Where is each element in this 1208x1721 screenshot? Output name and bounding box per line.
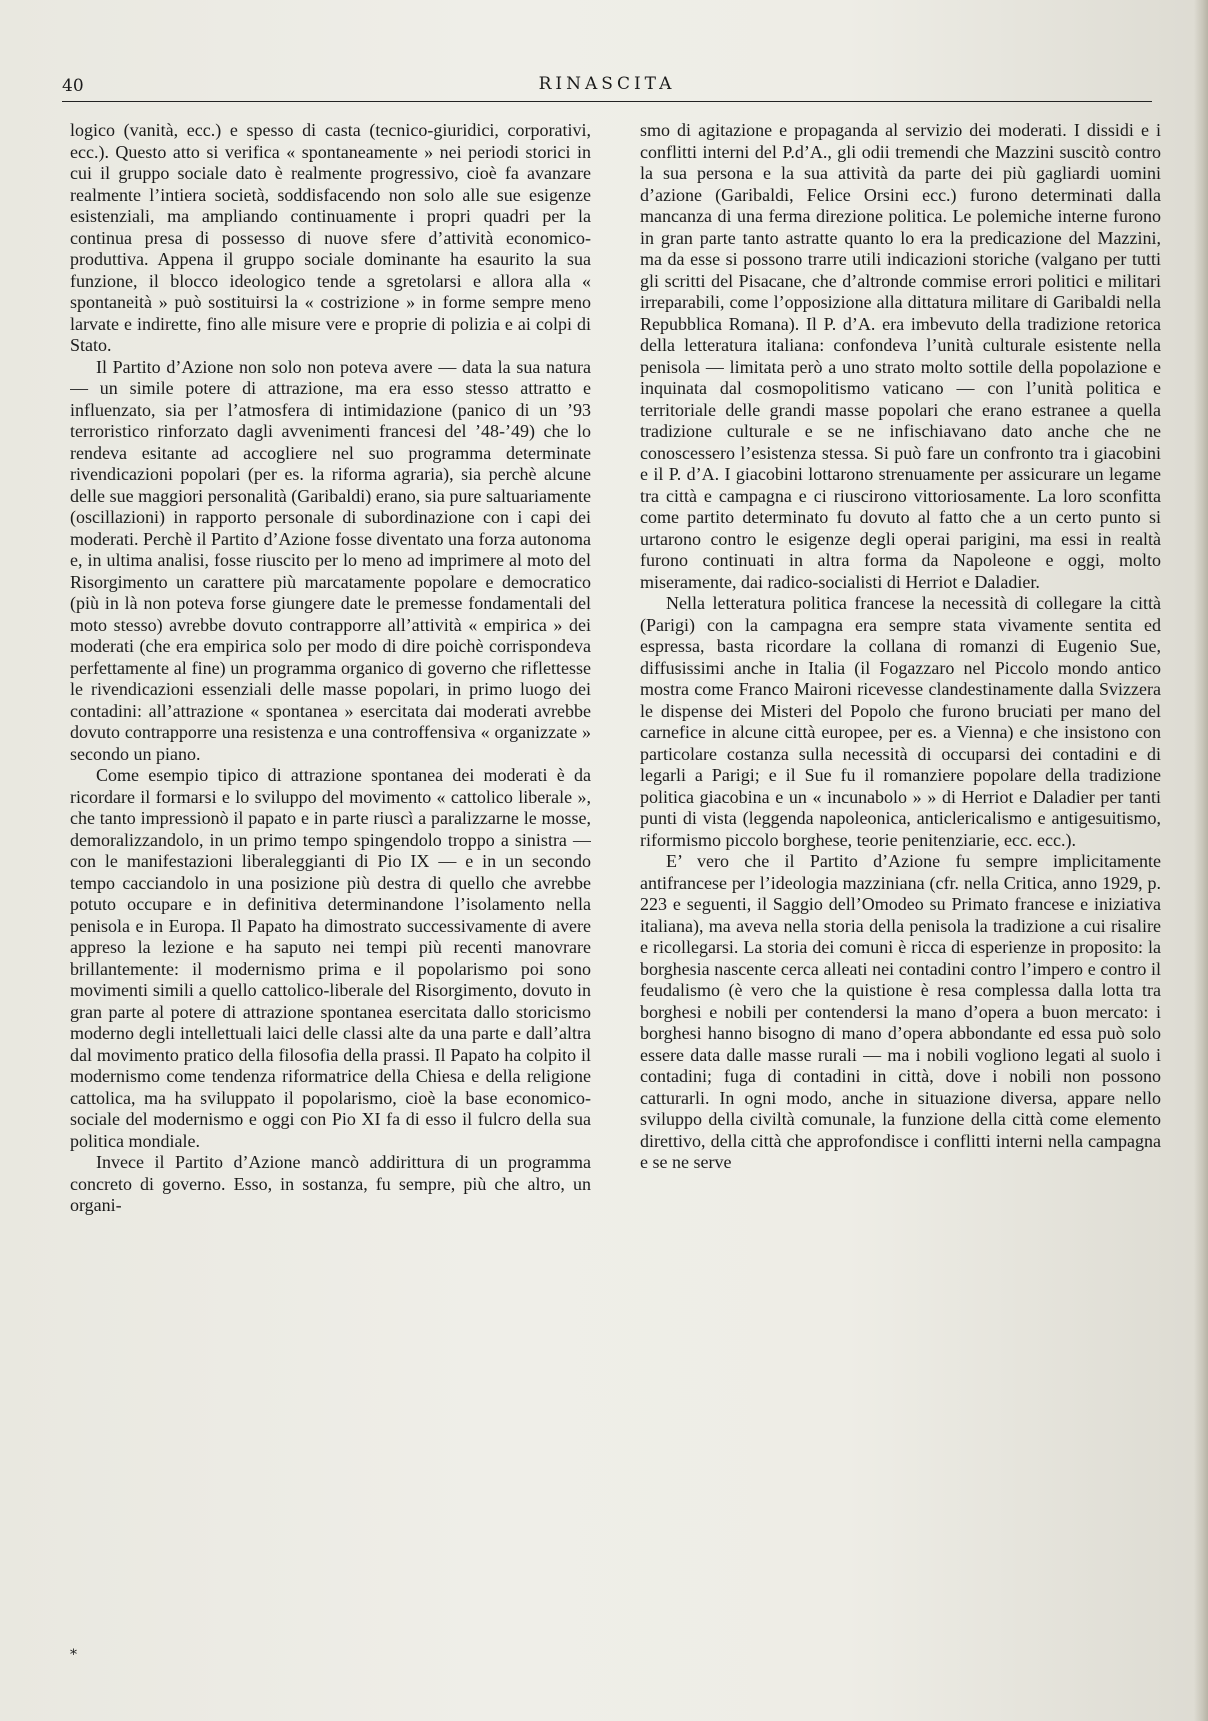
- paragraph: logico (vanità, ecc.) e spesso di casta (tecnico-giuridici, corporativi, ecc.). Questo atto si verifica « spontaneamente » nei periodi storici in cui il gruppo sociale dato è realmente progressivo, cioè fa avanzare realmente l’intiera società, soddisfacendo non solo alle sue esigenze esistenziali, ma ampliando continuamente i propri quadri per la continua presa di possesso di nuove sfere d’attività economico-produttiva. Appena il gruppo sociale dominante ha esaurito la sua funzione, il blocco ideologico tende a sgretolarsi e allora alla « spontaneità » può sostituirsi la « costrizione » in forme sempre meno larvate e indirette, fino alle misure vere e proprie di polizia e ai colpi di Stato.: [70, 120, 591, 355]
- page-edge-shadow: [1194, 0, 1208, 1721]
- running-title: RINASCITA: [538, 74, 676, 94]
- paragraph: Il Partito d’Azione non solo non poteva avere — data la sua natura — un simile potere di attrazione, ma era esso stesso attratto e influenzato, sia per l’atmosfera di intimidazione (panico di un ’93 terroristico rinforzato dagli avvenimenti francesi del ’48-’49) che lo rendeva esitante ad accogliere nel suo programma determinate rivendicazioni popolari (per es. la riforma agraria), sia perchè alcune delle sue maggiori personalità (Garibaldi) erano, sia pure saltuariamente (oscillazioni) in rapporto personale di subordinazione con i capi dei moderati. Perchè il Partito d’Azione fosse diventato una forza autonoma e, in ultima analisi, fosse riuscito per lo meno ad imprimere al moto del Risorgimento un carattere più marcatamente popolare e democratico (più in là non poteva forse giungere date le premesse fondamentali del moto stesso) avrebbe dovuto contrapporre all’attività « empirica » dei moderati (che era empirica solo per modo di dire poichè corrispondeva perfettamente al fine) un programma organico di governo che riflettesse le rivendicazioni essenziali delle masse popolari, in primo luogo dei contadini: all’attrazione « spontanea » esercitata dai moderati avrebbe dovuto contrapporre una resistenza e una controffensiva « organizzate » secondo un piano.: [70, 356, 591, 764]
- paragraph: Invece il Partito d’Azione mancò addirittura di un programma concreto di governo. Esso, in sostanza, fu sempre, più che altro, un organi-: [70, 1152, 591, 1215]
- header-rule: [62, 101, 1152, 102]
- paragraph: Come esempio tipico di attrazione spontanea dei moderati è da ricordare il formarsi e lo sviluppo del movimento « cattolico liberale », che tanto impressionò il papato e in parte riuscì a paralizzarne le mosse, demoralizzandolo, in un primo tempo spingendolo troppo a sinistra — con le manifestazioni liberaleggianti di Pio IX — e in un secondo tempo cacciandolo in una posizione più destra di quello che avrebbe potuto occupare e in definitiva determinandone l’isolamento nella penisola e in Europa. Il Papato ha dimostrato successivamente di avere appreso la lezione e ha saputo nei tempi più recenti manovrare brillantemente: il modernismo prima e il popolarismo poi sono movimenti simili a quello cattolico-liberale del Risorgimento, dovuto in gran parte al potere di attrazione spontanea esercitata dallo storicismo moderno degli intellettuali laici delle classi alte da una parte e dall’altra dal movimento pratico della filosofia della prassi. Il Papato ha colpito il modernismo come tendenza riformatrice della Chiesa e della religione cattolica, ma ha sviluppato il popolarismo, cioè la base economico-sociale del modernismo e oggi con Pio XI fa di esso il fulcro della sua politica mondiale.: [70, 765, 591, 1151]
- paragraph: E’ vero che il Partito d’Azione fu sempre implicitamente antifrancese per l’ideologia mazziniana (cfr. nella Critica, anno 1929, p. 223 e seguenti, il Saggio dell’Omodeo su Primato francese e iniziativa italiana), ma aveva nella storia della penisola la tradizione a cui risalire e ricollegarsi. La storia dei comuni è ricca di esperienze in proposito: la borghesia nascente cerca alleati nei contadini contro l’impero e contro il feudalismo (è vero che la quistione è resa complessa dalla lotta tra borghesi e nobili per contendersi la mano d’opera a buon mercato: i borghesi hanno bisogno di mano d’opera abbondante ed essa può solo essere data dalle masse rurali — ma i nobili vogliono legati al suolo i contadini; fuga di contadini in città, dove i nobili non possono catturarli. In ogni modo, anche in situazione diversa, appare nello sviluppo della civiltà comunale, la funzione della città come elemento direttivo, della città che approfondisce i conflitti interni nella campagna e se ne serve: [640, 851, 1161, 1172]
- paragraph: smo di agitazione e propaganda al servizio dei moderati. I dissidi e i conflitti interni del P.d’A., gli odii tremendi che Mazzini suscitò contro la sua persona e la sua attività da parte dei più gagliardi uomini d’azione (Garibaldi, Felice Orsini ecc.) furono determinati dalla mancanza di una ferma direzione politica. Le polemiche interne furono in gran parte tanto astratte quanto lo era la predicazione del Mazzini, ma da esse si possono trarre utili indicazioni storiche (valgano per tutti gli scritti del Pisacane, che d’altronde commise errori politici e militari irreparabili, come l’opposizione alla dittatura militare di Garibaldi nella Repubblica Romana). Il P. d’A. era imbevuto della tradizione retorica della letteratura italiana: confondeva l’unità culturale esistente nella penisola — limitata però a uno strato molto sottile della popolazione e inquinata dal cosmopolitismo vaticano — con l’unità politica e territoriale delle grandi masse popolari che erano estranee a quella tradizione culturale e se ne infischiavano dato anche che ne conoscessero l’esistenza stessa. Si può fare un confronto tra i giacobini e il P. d’A. I giacobini lottarono strenuamente per assicurare un legame tra città e campagna e ci riuscirono vittoriosamente. La loro sconfitta come partito determinato fu dovuto al fatto che a un certo punto si urtarono contro le esigenze degli operai parigini, ma essi in realtà furono continuati in altra forma da Napoleone e oggi, molto miseramente, dai radico-socialisti di Herriot e Daladier.: [640, 120, 1161, 592]
- paragraph: Nella letteratura politica francese la necessità di collegare la città (Parigi) con la campagna era sempre stata vivamente sentita ed espressa, basta ricordare la collana di romanzi di Eugenio Sue, diffusissimi anche in Italia (il Fogazzaro nel Piccolo mondo antico mostra come Franco Maironi ricevesse clandestinamente dalla Svizzera le dispense dei Misteri del Popolo che furono bruciati per mano del carnefice in alcune città europee, per es. a Vienna) e che insistono con particolare costanza sulla necessità di occuparsi dei contadini e di legarli a Parigi; e il Sue fu il romanziere popolare della tradizione politica giacobina e un « incunabolo » » di Herriot e Daladier per tanti punti di vista (leggenda napoleonica, anticlericalismo e antigesuitismo, riformismo piccolo borghese, teorie penitenziarie, ecc. ecc.).: [640, 593, 1161, 850]
- footer-mark: *: [70, 1647, 77, 1663]
- left-column: [70, 120, 591, 1690]
- page-header: [62, 68, 1152, 102]
- page-number: 40: [62, 76, 84, 96]
- right-column: [640, 120, 1161, 1690]
